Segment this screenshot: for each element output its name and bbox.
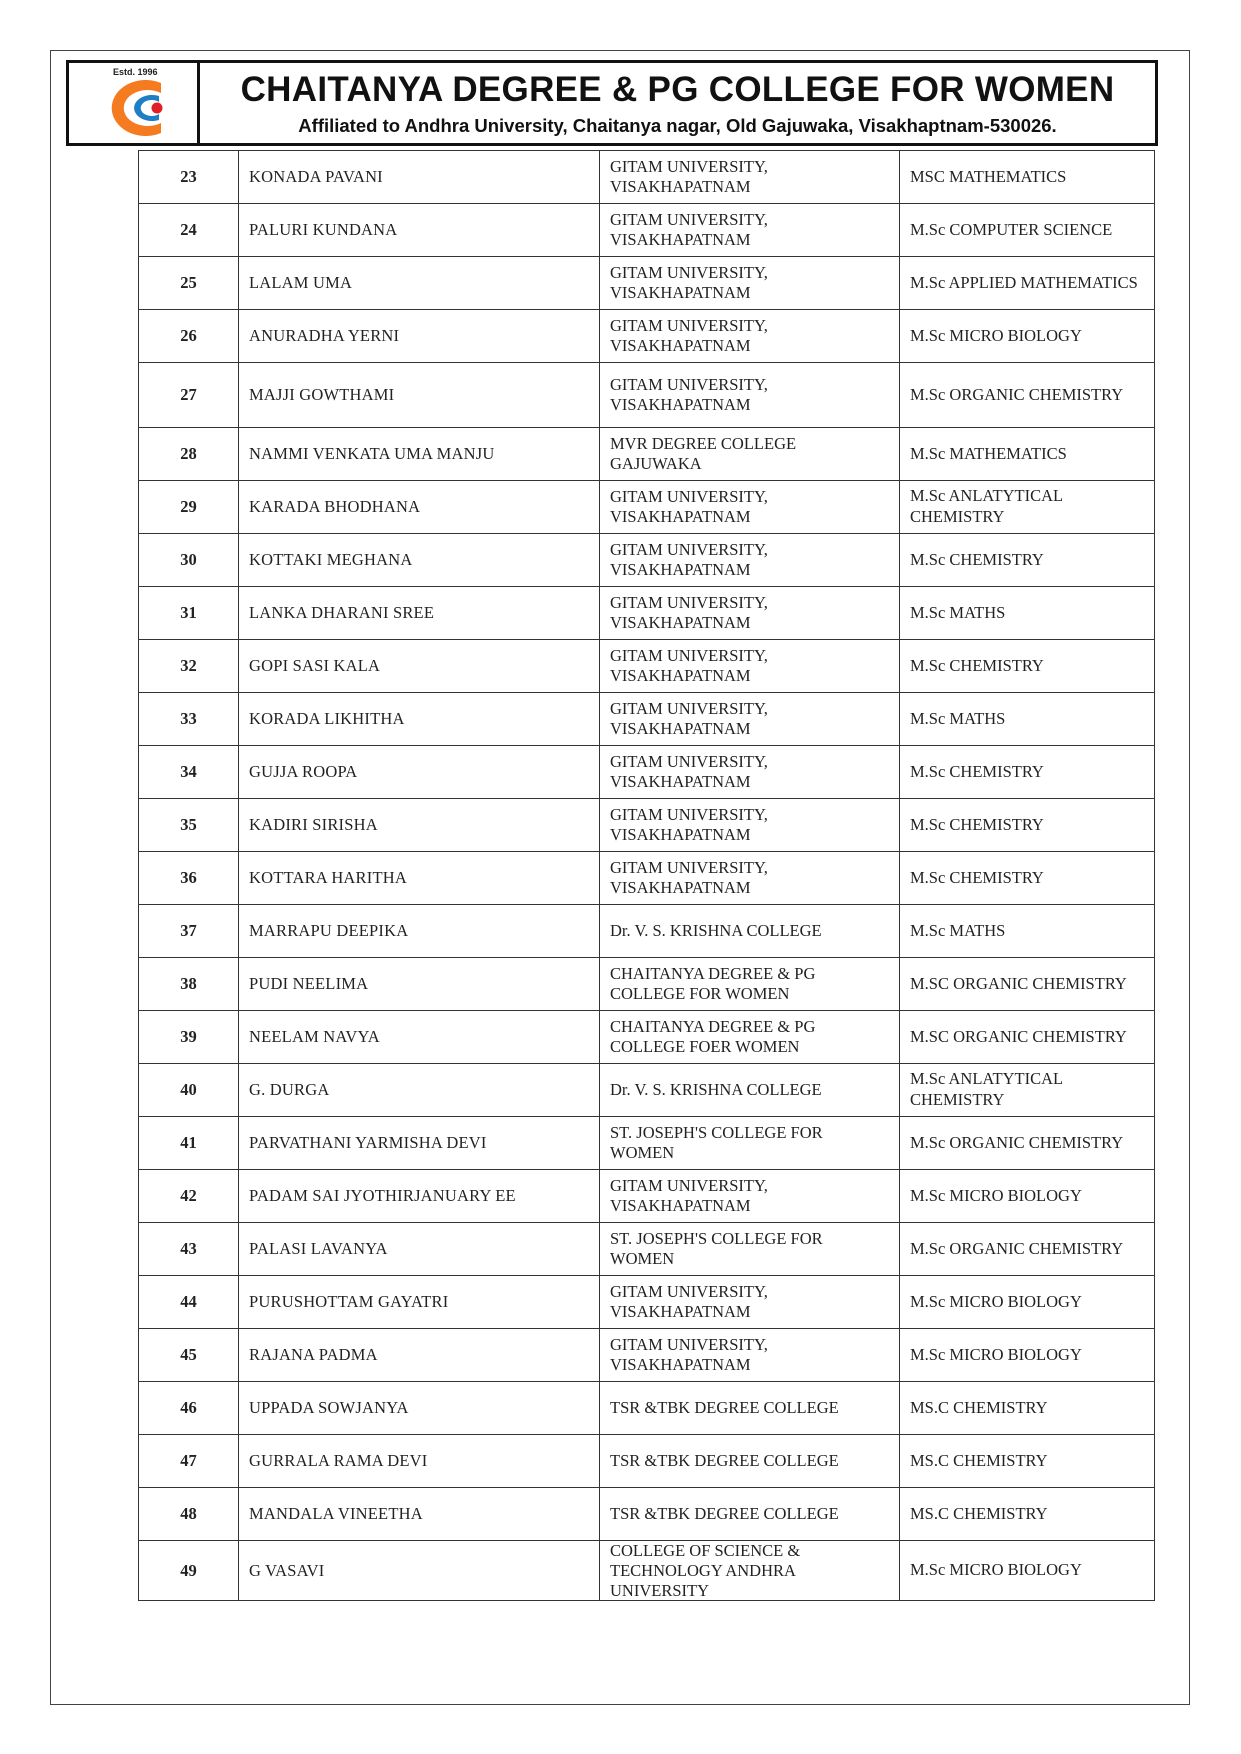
- student-name: GOPI SASI KALA: [239, 640, 600, 693]
- institution-name: GITAM UNIVERSITY, VISAKHAPATNAM: [600, 204, 900, 257]
- serial-number: 45: [139, 1329, 239, 1382]
- student-name: PALURI KUNDANA: [239, 204, 600, 257]
- college-logo-icon: [91, 77, 183, 139]
- student-name: MARRAPU DEEPIKA: [239, 905, 600, 958]
- table-row: [139, 1488, 1155, 1541]
- course-name: M.SC ORGANIC CHEMISTRY: [900, 958, 1155, 1011]
- table-row: [139, 905, 1155, 958]
- table-row: [139, 587, 1155, 640]
- serial-number: 30: [139, 534, 239, 587]
- serial-number: 29: [139, 481, 239, 534]
- serial-number: 43: [139, 1223, 239, 1276]
- serial-number: 37: [139, 905, 239, 958]
- serial-number: 41: [139, 1117, 239, 1170]
- table-row: [139, 257, 1155, 310]
- serial-number: 39: [139, 1011, 239, 1064]
- table-row: [139, 310, 1155, 363]
- student-name: MAJJI GOWTHAMI: [239, 363, 600, 428]
- serial-number: 28: [139, 428, 239, 481]
- serial-number: 40: [139, 1064, 239, 1117]
- serial-number: 25: [139, 257, 239, 310]
- college-affiliation: Affiliated to Andhra University, Chaitanya nagar, Old Gajuwaka, Visakhaptnam-530026.: [298, 114, 1057, 136]
- student-table: [138, 150, 1155, 1601]
- serial-number: 47: [139, 1435, 239, 1488]
- student-name: UPPADA SOWJANYA: [239, 1382, 600, 1435]
- student-name: G. DURGA: [239, 1064, 600, 1117]
- serial-number: 24: [139, 204, 239, 257]
- course-name: M.Sc ORGANIC CHEMISTRY: [900, 1223, 1155, 1276]
- institution-name: GITAM UNIVERSITY, VISAKHAPATNAM: [600, 640, 900, 693]
- student-name: KARADA BHODHANA: [239, 481, 600, 534]
- serial-number: 42: [139, 1170, 239, 1223]
- institution-name: MVR DEGREE COLLEGE GAJUWAKA: [600, 428, 900, 481]
- table-row: [139, 958, 1155, 1011]
- student-name: KOTTARA HARITHA: [239, 852, 600, 905]
- table-row: [139, 481, 1155, 534]
- institution-name: GITAM UNIVERSITY, VISAKHAPATNAM: [600, 746, 900, 799]
- student-name: PADAM SAI JYOTHIRJANUARY EE: [239, 1170, 600, 1223]
- student-name: ANURADHA YERNI: [239, 310, 600, 363]
- course-name: MSC MATHEMATICS: [900, 151, 1155, 204]
- table-row: [139, 534, 1155, 587]
- institution-name: CHAITANYA DEGREE & PG COLLEGE FOER WOMEN: [600, 1011, 900, 1064]
- student-name: MANDALA VINEETHA: [239, 1488, 600, 1541]
- student-name: LALAM UMA: [239, 257, 600, 310]
- student-name: PARVATHANI YARMISHA DEVI: [239, 1117, 600, 1170]
- table-row: [139, 151, 1155, 204]
- institution-name: GITAM UNIVERSITY, VISAKHAPATNAM: [600, 799, 900, 852]
- table-row: [139, 1011, 1155, 1064]
- table-row: [139, 204, 1155, 257]
- student-name: G VASAVI: [239, 1541, 600, 1601]
- table-row: [139, 1276, 1155, 1329]
- institution-name: GITAM UNIVERSITY, VISAKHAPATNAM: [600, 481, 900, 534]
- course-name: M.Sc CHEMISTRY: [900, 799, 1155, 852]
- student-name: GURRALA RAMA DEVI: [239, 1435, 600, 1488]
- student-name: NAMMI VENKATA UMA MANJU: [239, 428, 600, 481]
- serial-number: 32: [139, 640, 239, 693]
- institution-name: Dr. V. S. KRISHNA COLLEGE: [600, 1064, 900, 1117]
- course-name: M.Sc MATHEMATICS: [900, 428, 1155, 481]
- course-name: M.Sc CHEMISTRY: [900, 640, 1155, 693]
- serial-number: 36: [139, 852, 239, 905]
- estd-label: Estd. 1996: [113, 67, 158, 77]
- student-name: RAJANA PADMA: [239, 1329, 600, 1382]
- course-name: M.Sc MATHS: [900, 905, 1155, 958]
- student-name: KADIRI SIRISHA: [239, 799, 600, 852]
- institution-name: GITAM UNIVERSITY, VISAKHAPATNAM: [600, 257, 900, 310]
- serial-number: 34: [139, 746, 239, 799]
- student-name: GUJJA ROOPA: [239, 746, 600, 799]
- serial-number: 26: [139, 310, 239, 363]
- course-name: MS.C CHEMISTRY: [900, 1488, 1155, 1541]
- institution-name: GITAM UNIVERSITY, VISAKHAPATNAM: [600, 693, 900, 746]
- serial-number: 31: [139, 587, 239, 640]
- course-name: M.Sc CHEMISTRY: [900, 534, 1155, 587]
- serial-number: 23: [139, 151, 239, 204]
- letterhead: [66, 60, 1158, 146]
- institution-name: TSR &TBK DEGREE COLLEGE: [600, 1435, 900, 1488]
- table-row: [139, 1064, 1155, 1117]
- serial-number: 48: [139, 1488, 239, 1541]
- course-name: M.Sc ANLATYTICAL CHEMISTRY: [900, 481, 1155, 534]
- table-row: [139, 852, 1155, 905]
- institution-name: GITAM UNIVERSITY, VISAKHAPATNAM: [600, 852, 900, 905]
- institution-name: GITAM UNIVERSITY, VISAKHAPATNAM: [600, 534, 900, 587]
- serial-number: 27: [139, 363, 239, 428]
- student-name: KONADA PAVANI: [239, 151, 600, 204]
- student-name: PUDI NEELIMA: [239, 958, 600, 1011]
- course-name: M.Sc COMPUTER SCIENCE: [900, 204, 1155, 257]
- course-name: M.Sc CHEMISTRY: [900, 746, 1155, 799]
- college-name: CHAITANYA DEGREE & PG COLLEGE FOR WOMEN: [240, 69, 1115, 109]
- institution-name: Dr. V. S. KRISHNA COLLEGE: [600, 905, 900, 958]
- table-row: [139, 693, 1155, 746]
- student-name: LANKA DHARANI SREE: [239, 587, 600, 640]
- institution-name: ST. JOSEPH'S COLLEGE FOR WOMEN: [600, 1117, 900, 1170]
- college-logo: [69, 63, 200, 143]
- table-row: [139, 1435, 1155, 1488]
- student-name: PALASI LAVANYA: [239, 1223, 600, 1276]
- institution-name: GITAM UNIVERSITY, VISAKHAPATNAM: [600, 151, 900, 204]
- institution-name: GITAM UNIVERSITY, VISAKHAPATNAM: [600, 1329, 900, 1382]
- table-row: [139, 363, 1155, 428]
- table-row: [139, 746, 1155, 799]
- course-name: M.Sc APPLIED MATHEMATICS: [900, 257, 1155, 310]
- table-row: [139, 1541, 1155, 1601]
- institution-name: GITAM UNIVERSITY, VISAKHAPATNAM: [600, 1170, 900, 1223]
- serial-number: 49: [139, 1541, 239, 1601]
- table-row: [139, 428, 1155, 481]
- table-row: [139, 1329, 1155, 1382]
- serial-number: 46: [139, 1382, 239, 1435]
- table-row: [139, 799, 1155, 852]
- course-name: MS.C CHEMISTRY: [900, 1435, 1155, 1488]
- course-name: M.Sc CHEMISTRY: [900, 852, 1155, 905]
- course-name: M.Sc ORGANIC CHEMISTRY: [900, 1117, 1155, 1170]
- institution-name: CHAITANYA DEGREE & PG COLLEGE FOR WOMEN: [600, 958, 900, 1011]
- table-row: [139, 1117, 1155, 1170]
- course-name: M.Sc MICRO BIOLOGY: [900, 1329, 1155, 1382]
- table-row: [139, 1170, 1155, 1223]
- institution-name: ST. JOSEPH'S COLLEGE FOR WOMEN: [600, 1223, 900, 1276]
- course-name: M.Sc ANLATYTICAL CHEMISTRY: [900, 1064, 1155, 1117]
- course-name: M.Sc MICRO BIOLOGY: [900, 1170, 1155, 1223]
- institution-name: GITAM UNIVERSITY, VISAKHAPATNAM: [600, 1276, 900, 1329]
- institution-name: GITAM UNIVERSITY, VISAKHAPATNAM: [600, 363, 900, 428]
- course-name: M.Sc MICRO BIOLOGY: [900, 310, 1155, 363]
- course-name: M.Sc MICRO BIOLOGY: [900, 1276, 1155, 1329]
- table-row: [139, 1223, 1155, 1276]
- course-name: M.Sc MICRO BIOLOGY: [900, 1541, 1155, 1601]
- serial-number: 38: [139, 958, 239, 1011]
- course-name: MS.C CHEMISTRY: [900, 1382, 1155, 1435]
- student-name: KOTTAKI MEGHANA: [239, 534, 600, 587]
- table-row: [139, 640, 1155, 693]
- serial-number: 35: [139, 799, 239, 852]
- institution-name: TSR &TBK DEGREE COLLEGE: [600, 1382, 900, 1435]
- institution-name: GITAM UNIVERSITY, VISAKHAPATNAM: [600, 310, 900, 363]
- serial-number: 44: [139, 1276, 239, 1329]
- course-name: M.Sc MATHS: [900, 587, 1155, 640]
- table-row: [139, 1382, 1155, 1435]
- course-name: M.Sc MATHS: [900, 693, 1155, 746]
- course-name: M.SC ORGANIC CHEMISTRY: [900, 1011, 1155, 1064]
- institution-name: GITAM UNIVERSITY, VISAKHAPATNAM: [600, 587, 900, 640]
- institution-name: TSR &TBK DEGREE COLLEGE: [600, 1488, 900, 1541]
- institution-name: COLLEGE OF SCIENCE & TECHNOLOGY ANDHRA UNIVERSITY: [600, 1541, 900, 1601]
- serial-number: 33: [139, 693, 239, 746]
- course-name: M.Sc ORGANIC CHEMISTRY: [900, 363, 1155, 428]
- student-name: KORADA LIKHITHA: [239, 693, 600, 746]
- student-name: NEELAM NAVYA: [239, 1011, 600, 1064]
- student-name: PURUSHOTTAM GAYATRI: [239, 1276, 600, 1329]
